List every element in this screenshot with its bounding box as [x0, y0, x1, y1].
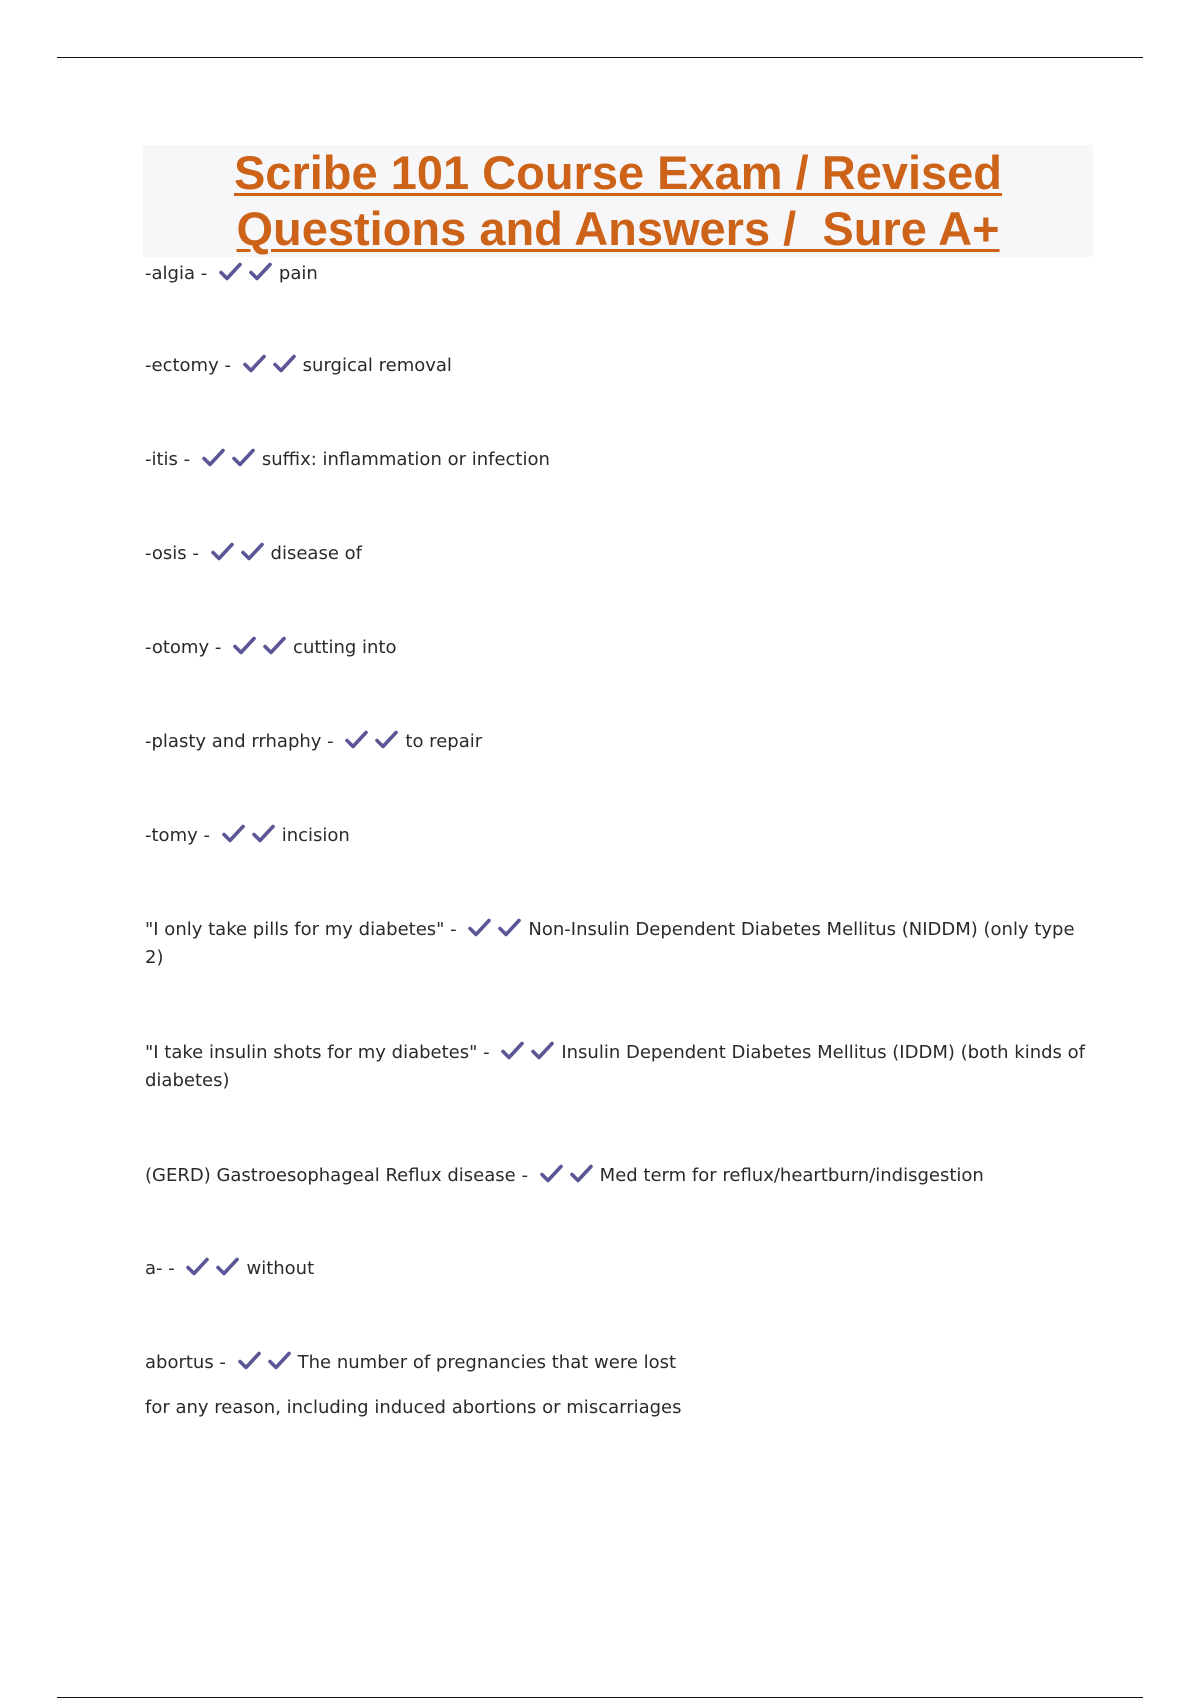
entry-insulin-diabetes [145, 1039, 1085, 1095]
entry-otomy [145, 634, 1085, 662]
check-mark-icon [233, 636, 256, 656]
entry-term: -otomy - [145, 637, 228, 658]
check-mark-icon [273, 354, 296, 374]
entry-term: "I only take pills for my diabetes" - [145, 919, 463, 940]
check-mark-icon [219, 262, 242, 282]
double-check-icon [243, 352, 303, 380]
check-mark-icon [501, 1041, 524, 1061]
entry-term: "I take insulin shots for my diabetes" - [145, 1042, 496, 1063]
check-mark-icon [232, 448, 255, 468]
check-mark-icon [375, 730, 398, 750]
entry-definition: Non-Insulin Dependent Diabetes Mellitus (NIDDM) (only type 2) [145, 919, 1075, 968]
check-mark-icon [202, 448, 225, 468]
double-check-icon [233, 634, 293, 662]
entry-definition: disease of [270, 543, 362, 564]
entry-gerd [145, 1162, 1085, 1190]
double-check-icon [186, 1255, 246, 1283]
check-mark-icon [263, 636, 286, 656]
abortus-continuation: for any reason, including induced abortions or miscarriages [145, 1397, 682, 1418]
entry-ectomy [145, 352, 1085, 380]
entry-term: a- - [145, 1258, 181, 1279]
double-check-icon [345, 728, 405, 756]
entry-definition: Insulin Dependent Diabetes Mellitus (IDDM) (both kinds of diabetes) [145, 1042, 1085, 1091]
entry-term: -tomy - [145, 825, 216, 846]
check-mark-icon [498, 918, 521, 938]
entry-term: abortus - [145, 1352, 232, 1373]
document-title [143, 145, 1093, 257]
double-check-icon [202, 446, 262, 474]
double-check-icon [468, 916, 528, 944]
check-mark-icon [238, 1351, 261, 1371]
check-mark-icon [570, 1164, 593, 1184]
entry-abortus [145, 1349, 1085, 1377]
double-check-icon [238, 1349, 298, 1377]
entry-definition: incision [281, 825, 350, 846]
check-mark-icon [268, 1351, 291, 1371]
bottom-rule [57, 1697, 1143, 1698]
entry-definition: The number of pregnancies that were lost [297, 1352, 677, 1373]
check-mark-icon [468, 918, 491, 938]
entry-a-prefix [145, 1255, 1085, 1283]
check-mark-icon [241, 542, 264, 562]
entry-tomy [145, 822, 1085, 850]
entry-definition: cutting into [293, 637, 397, 658]
entry-definition: without [246, 1258, 315, 1279]
check-mark-icon [186, 1257, 209, 1277]
entry-algia [145, 260, 1085, 288]
check-mark-icon [249, 262, 272, 282]
title-line-1: Scribe 101 Course Exam / Revised [233, 146, 1003, 199]
entry-term: (GERD) Gastroesophageal Reflux disease - [145, 1165, 534, 1186]
double-check-icon [540, 1162, 600, 1190]
check-mark-icon [345, 730, 368, 750]
check-mark-icon [243, 354, 266, 374]
entry-definition: Med term for reflux/heartburn/indisgestion [599, 1165, 984, 1186]
check-mark-icon [540, 1164, 563, 1184]
entry-term: -algia - [145, 263, 213, 284]
entry-definition: to repair [405, 731, 483, 752]
entry-pills-diabetes [145, 916, 1085, 972]
check-mark-icon [211, 542, 234, 562]
entry-osis [145, 540, 1085, 568]
double-check-icon [211, 540, 271, 568]
check-mark-icon [252, 824, 275, 844]
title-line-2: Questions and Answers / Sure A+ [236, 202, 1000, 255]
top-rule [57, 57, 1143, 58]
entry-definition: suffix: inflammation or infection [261, 449, 550, 470]
entry-plasty [145, 728, 1085, 756]
entry-term: -plasty and rrhaphy - [145, 731, 340, 752]
double-check-icon [219, 260, 279, 288]
entry-itis [145, 446, 1085, 474]
double-check-icon [501, 1039, 561, 1067]
entry-term: -itis - [145, 449, 196, 470]
check-mark-icon [531, 1041, 554, 1061]
check-mark-icon [216, 1257, 239, 1277]
entry-definition: pain [278, 263, 318, 284]
entry-term: -osis - [145, 543, 205, 564]
entry-term: -ectomy - [145, 355, 237, 376]
entry-definition: surgical removal [302, 355, 452, 376]
check-mark-icon [222, 824, 245, 844]
double-check-icon [222, 822, 282, 850]
